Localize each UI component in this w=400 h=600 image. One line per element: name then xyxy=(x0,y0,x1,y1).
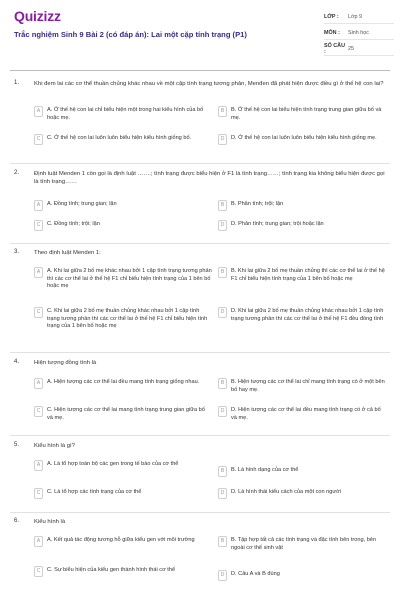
question-number: 3. xyxy=(14,249,20,255)
option-text: A. Kết quả tác động tương hỗ giữa kiểu gen với môi trường xyxy=(47,537,195,543)
option-text: D. Hiện tượng các cơ thể lai đều mang tính trạng có ở cả bố và mẹ. xyxy=(231,407,381,421)
option-letter-box: A xyxy=(34,536,43,547)
option-b[interactable] xyxy=(218,466,388,477)
question-separator xyxy=(10,163,390,164)
option-letter-box: B xyxy=(218,466,227,477)
question-4 xyxy=(10,359,390,435)
question-1 xyxy=(10,80,390,160)
quizizz-logo: Quizizz xyxy=(14,8,61,24)
option-letter-box: B xyxy=(218,536,227,547)
question-number: 4. xyxy=(14,359,20,365)
option-d[interactable] xyxy=(218,220,388,231)
option-letter-box: C xyxy=(34,307,43,318)
option-text: C. Là tổ hợp các tính trạng của cơ thể xyxy=(47,489,142,495)
option-letter-box: B xyxy=(218,378,227,389)
worksheet-header xyxy=(0,0,400,68)
option-letter-box: C xyxy=(34,566,43,577)
option-text: D. Câu A và B đúng xyxy=(231,571,280,577)
question-text: Theo định luật Menden 1: xyxy=(34,250,101,256)
option-text: B. Hiện tượng các cơ thể lai chỉ mang tính trạng có ở một bên bố hay mẹ. xyxy=(231,379,385,393)
option-text: C. Sự biểu hiện của kiểu gen thành hình thái cơ thể xyxy=(47,567,176,573)
question-text: Kiểu hình là xyxy=(34,519,66,525)
question-number: 5. xyxy=(14,442,20,448)
meta-count xyxy=(324,42,394,56)
option-letter-box: D xyxy=(218,406,227,417)
question-separator xyxy=(10,512,390,513)
question-separator xyxy=(10,352,390,353)
option-a[interactable] xyxy=(34,378,212,389)
option-c[interactable] xyxy=(34,566,212,577)
option-text: A. Hiện tượng các cơ thể lai đều mang tính trạng giống nhau. xyxy=(47,379,200,385)
option-a[interactable] xyxy=(34,267,212,291)
question-2 xyxy=(10,170,390,238)
question-text: Định luật Menden 1 còn gọi là định luật …….; tính trạng được biểu hiện ở F1 là tính trạng……; tính trạng kia không biểu hiện được gọi là tính trạng…… xyxy=(34,171,385,186)
option-letter-box: B xyxy=(218,267,227,278)
option-text: C. Khi lai giữa 2 bố mẹ thuần chủng khác nhau bởi 1 cặp tính trạng tương phản thì các cơ thể lai ở thế hệ F1 chỉ biểu hiện tính trạng của 1 bên bố hoặc mẹ xyxy=(47,308,208,330)
option-c[interactable] xyxy=(34,307,212,331)
question-number: 6. xyxy=(14,518,20,524)
option-text: B. Phân tính; trội; lặn xyxy=(231,201,284,207)
option-d[interactable] xyxy=(218,406,388,422)
option-a[interactable] xyxy=(34,536,212,547)
meta-count-label: SỐ CÂU : xyxy=(324,42,345,55)
option-b[interactable] xyxy=(218,267,388,283)
option-c[interactable] xyxy=(34,220,212,231)
option-text: A. Ở thế hệ con lai chỉ biểu hiện một trong hai kiểu hình của bố hoặc mẹ. xyxy=(47,107,204,121)
question-text: Kiểu hình là gì? xyxy=(34,443,75,449)
meta-subject xyxy=(324,26,394,40)
option-b[interactable] xyxy=(218,536,388,552)
question-3 xyxy=(10,249,390,349)
option-letter-box: D xyxy=(218,570,227,581)
option-text: C. Ở thế hệ con lai luôn luôn biểu hiện kiểu hình giống bố. xyxy=(47,135,192,141)
header-divider xyxy=(10,70,390,71)
option-text: A. Là tổ hợp toàn bộ các gen trong tế bào của cơ thể xyxy=(47,461,179,467)
meta-grade-value: Lớp 9 xyxy=(348,13,363,20)
option-text: B. Tập hợp tất cả các tính trạng và đặc tính bên trong, bên ngoài cơ thể sinh vật xyxy=(231,537,377,551)
question-number: 1. xyxy=(14,80,20,86)
question-number: 2. xyxy=(14,170,20,176)
option-letter-box: C xyxy=(34,406,43,417)
option-text: D. Là hình thái kiểu cách của một con người xyxy=(231,489,342,495)
option-letter-box: A xyxy=(34,106,43,117)
option-a[interactable] xyxy=(34,106,212,122)
option-text: C. Đồng tính; trội; lặn xyxy=(47,221,100,227)
option-text: D. Phân tính; trung gian; trội hoặc lặn xyxy=(231,221,324,227)
option-text: D. Ở thế hệ con lai luôn luôn biểu hiện kiểu hình giống mẹ. xyxy=(231,135,377,141)
option-c[interactable] xyxy=(34,488,212,499)
option-letter-box: D xyxy=(218,488,227,499)
question-5 xyxy=(10,442,390,510)
option-letter-box: A xyxy=(34,378,43,389)
meta-subject-value: Sinh học xyxy=(348,29,369,36)
option-d[interactable] xyxy=(218,307,388,323)
question-separator xyxy=(10,243,390,244)
option-letter-box: C xyxy=(34,488,43,499)
option-letter-box: B xyxy=(218,200,227,211)
option-text: B. Ở thế hệ con lai biểu hiện tính trạng trung gian giữa bố và mẹ. xyxy=(231,107,382,121)
option-c[interactable] xyxy=(34,406,212,422)
option-letter-box: D xyxy=(218,134,227,145)
meta-grade xyxy=(324,10,394,24)
question-6 xyxy=(10,518,390,596)
option-d[interactable] xyxy=(218,570,388,581)
option-letter-box: B xyxy=(218,106,227,117)
option-b[interactable] xyxy=(218,106,388,122)
question-text: Khi đem lai các cơ thể thuần chủng khác nhau về một cặp tính trạng tương phản, Menđen đã phát hiện được điều gì ở thế hệ con lai? xyxy=(34,81,384,87)
option-letter-box: D xyxy=(218,307,227,318)
option-text: D. Khi lai giữa 2 bố mẹ thuần chủng khác nhau bởi 1 cặp tính trạng tương phản thì các cơ thể lai ở thế hệ F1 đều đồng tính xyxy=(231,308,384,322)
meta-grade-label: LỚP : xyxy=(324,13,339,20)
option-letter-box: A xyxy=(34,200,43,211)
option-text: C. Hiện tượng các cơ thể lai mang tính trạng trung gian giữa bố và mẹ. xyxy=(47,407,205,421)
option-text: B. Là hình dạng của cơ thể xyxy=(231,467,299,473)
option-text: A. Đồng tính; trung gian; lặn xyxy=(47,201,117,207)
option-b[interactable] xyxy=(218,378,388,394)
meta-count-value: 25 xyxy=(348,45,354,52)
option-letter-box: C xyxy=(34,134,43,145)
option-d[interactable] xyxy=(218,488,388,499)
question-separator xyxy=(10,435,390,436)
option-a[interactable] xyxy=(34,460,212,471)
option-d[interactable] xyxy=(218,134,388,145)
option-b[interactable] xyxy=(218,200,388,211)
option-c[interactable] xyxy=(34,134,212,145)
option-letter-box: D xyxy=(218,220,227,231)
option-text: B. Khi lai giữa 2 bố mẹ thuần chủng thì các cơ thể lai ở thế hệ F1 chỉ biểu hiện tính trạng của 1 bên bố hoặc mẹ xyxy=(231,268,385,282)
option-letter-box: A xyxy=(34,267,43,278)
question-text: Hiện tượng đồng tính là xyxy=(34,360,97,366)
worksheet-title: Trắc nghiệm Sinh 9 Bài 2 (có đáp án): Lai một cặp tính trạng (P1) xyxy=(14,30,247,39)
option-letter-box: A xyxy=(34,460,43,471)
meta-subject-label: MÔN : xyxy=(324,29,340,36)
option-letter-box: C xyxy=(34,220,43,231)
worksheet-meta xyxy=(324,10,394,58)
option-a[interactable] xyxy=(34,200,212,211)
option-text: A. Khi lai giữa 2 bố mẹ khác nhau bởi 1 cặp tính trạng tương phản thì các cơ thể lai ở thế hệ F1 chỉ biểu hiện tính trạng của 1 bên bố hoặc mẹ xyxy=(47,268,212,290)
